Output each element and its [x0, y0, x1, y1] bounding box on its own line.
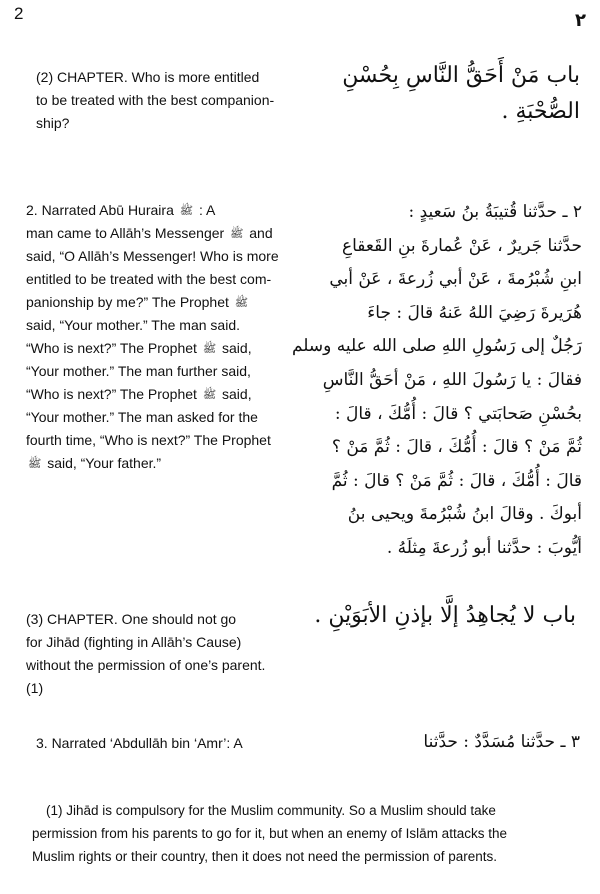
blessing-seal-icon: ﷺ — [202, 342, 217, 356]
hadith-2-text: said, — [222, 340, 252, 356]
hadith-2-text: “Who is next?” The Prophet — [26, 340, 197, 356]
hadith-2-text: man came to Allāh’s Messenger — [26, 225, 225, 241]
footnote-line: Muslim rights or their country, then it does not need the permission of parents. — [32, 849, 497, 864]
hadith-2-line: fourth time, “Who is next?” The Prophet — [26, 432, 271, 448]
hadith-2-arabic — [292, 196, 582, 566]
hadith-2-arabic-line: حدَّثنا جَريرٌ ، عَنْ عُمارةَ بنِ القَعقاعِ — [341, 235, 582, 256]
hadith-2-text: panionship by me?” The Prophet — [26, 294, 229, 310]
hadith-2-line — [26, 222, 288, 245]
footnote-line: (1) Jihād is compulsory for the Muslim community. So a Muslim should take — [46, 803, 496, 818]
hadith-2-text: and — [249, 225, 273, 241]
hadith-2-arabic-line: ابنِ شُبْرُمةَ ، عَنْ أبي زُرعةَ ، عَنْ أبي — [329, 269, 582, 290]
hadith-2-english — [26, 199, 288, 475]
footnote-line: permission from his parents to go for it, but when an enemy of Islām attacks the — [32, 826, 507, 841]
hadith-2-arabic-line: أيُّوبَ : حدَّثنا أبو زُرعةَ مِثلَهُ . — [386, 537, 582, 558]
chapter-2-line: to be treated with the best companion- — [36, 92, 275, 108]
chapter-2-line: (2) CHAPTER. Who is more entitled — [36, 69, 260, 85]
hadith-2-arabic-line: أبوكَ . وقالَ ابنُ شُبْرُمةَ ويحيى بنُ — [347, 504, 582, 525]
hadith-2-arabic-line: فقالَ : يا رَسُولَ اللهِ ، مَنْ أحَقُّ النَّاسِ — [322, 369, 582, 390]
hadith-2-line — [26, 337, 288, 360]
hadith-2-line: “Your mother.” The man further said, — [26, 363, 251, 379]
hadith-2-text: : A — [198, 202, 216, 218]
chapter-3-arabic: باب لا يُجاهِدُ إلَّا بإذنِ الأبَوَيْنِ . — [314, 603, 576, 628]
chapter-3-line: without the permission of one’s parent. — [26, 657, 266, 673]
chapter-3-line: for Jihād (fighting in Allāh’s Cause) — [26, 634, 242, 650]
chapter-2-arabic-line: باب مَنْ أَحَقُّ النَّاسِ بِحُسْنِ — [342, 63, 580, 88]
page-number-left: 2 — [14, 4, 24, 23]
hadith-2-text: “Who is next?” The Prophet — [26, 386, 197, 402]
footnote — [32, 799, 572, 868]
hadith-2-text: said, — [222, 386, 252, 402]
hadith-2-line: said, “Your mother.” The man said. — [26, 317, 240, 333]
chapter-2-english — [36, 66, 296, 135]
chapter-2-arabic — [290, 58, 580, 130]
blessing-seal-icon: ﷺ — [230, 227, 244, 241]
hadith-2-arabic-line: ٢ ـ حدَّثنا قُتيبَةُ بنُ سَعيدٍ : — [408, 202, 582, 222]
hadith-2-arabic-line: هُرَيرةَ رَضِيَ اللهُ عَنهُ قالَ : جاءَ — [367, 302, 582, 323]
hadith-2-text: 2. Narrated Abū Huraira — [26, 202, 174, 218]
chapter-3-english — [26, 608, 288, 700]
hadith-3-english: 3. Narrated ‘Abdullāh bin ‘Amr’: A — [36, 735, 243, 751]
hadith-2-arabic-line: قالَ : أُمُّكَ ، قالَ : ثُمَّ مَنْ ؟ قالَ : ثُمَّ — [331, 470, 582, 491]
hadith-2-line — [26, 383, 288, 406]
hadith-2-text: said, “Your father.” — [47, 455, 162, 471]
page-number-right: ٢ — [575, 10, 586, 31]
hadith-2-line — [26, 199, 288, 222]
chapter-2-arabic-line: الصُّحْبَةِ . — [501, 99, 580, 124]
hadith-2-line: entitled to be treated with the best com- — [26, 271, 272, 287]
chapter-3-line: (1) — [26, 680, 44, 696]
hadith-2-arabic-line: بحُسْنِ صَحابَتي ؟ قالَ : أُمُّكَ ، قالَ : — [334, 403, 582, 424]
blessing-seal-icon: ﷺ — [202, 388, 217, 402]
chapter-2-line: ship? — [36, 115, 70, 131]
blessing-seal-icon: ﷺ — [179, 204, 194, 218]
blessing-seal-icon: ﷺ — [234, 296, 249, 310]
hadith-2-arabic-line: ثُمَّ مَنْ ؟ قالَ : أُمُّكَ ، قالَ : ثُمَّ مَنْ ؟ — [331, 437, 582, 458]
hadith-3-arabic: ٣ ـ حدَّثنا مُسَدَّدٌ : حدَّثنا — [423, 732, 580, 752]
chapter-3-line: (3) CHAPTER. One should not go — [26, 611, 237, 627]
hadith-2-line: said, “O Allāh’s Messenger! Who is more — [26, 248, 279, 264]
hadith-2-line — [26, 452, 288, 475]
blessing-seal-icon: ﷺ — [28, 457, 42, 471]
hadith-2-arabic-line: رَجُلٌ إلى رَسُولِ اللهِ صلى الله عليه وسلم — [291, 336, 582, 357]
hadith-2-line — [26, 291, 288, 314]
hadith-2-line: “Your mother.” The man asked for the — [26, 409, 258, 425]
